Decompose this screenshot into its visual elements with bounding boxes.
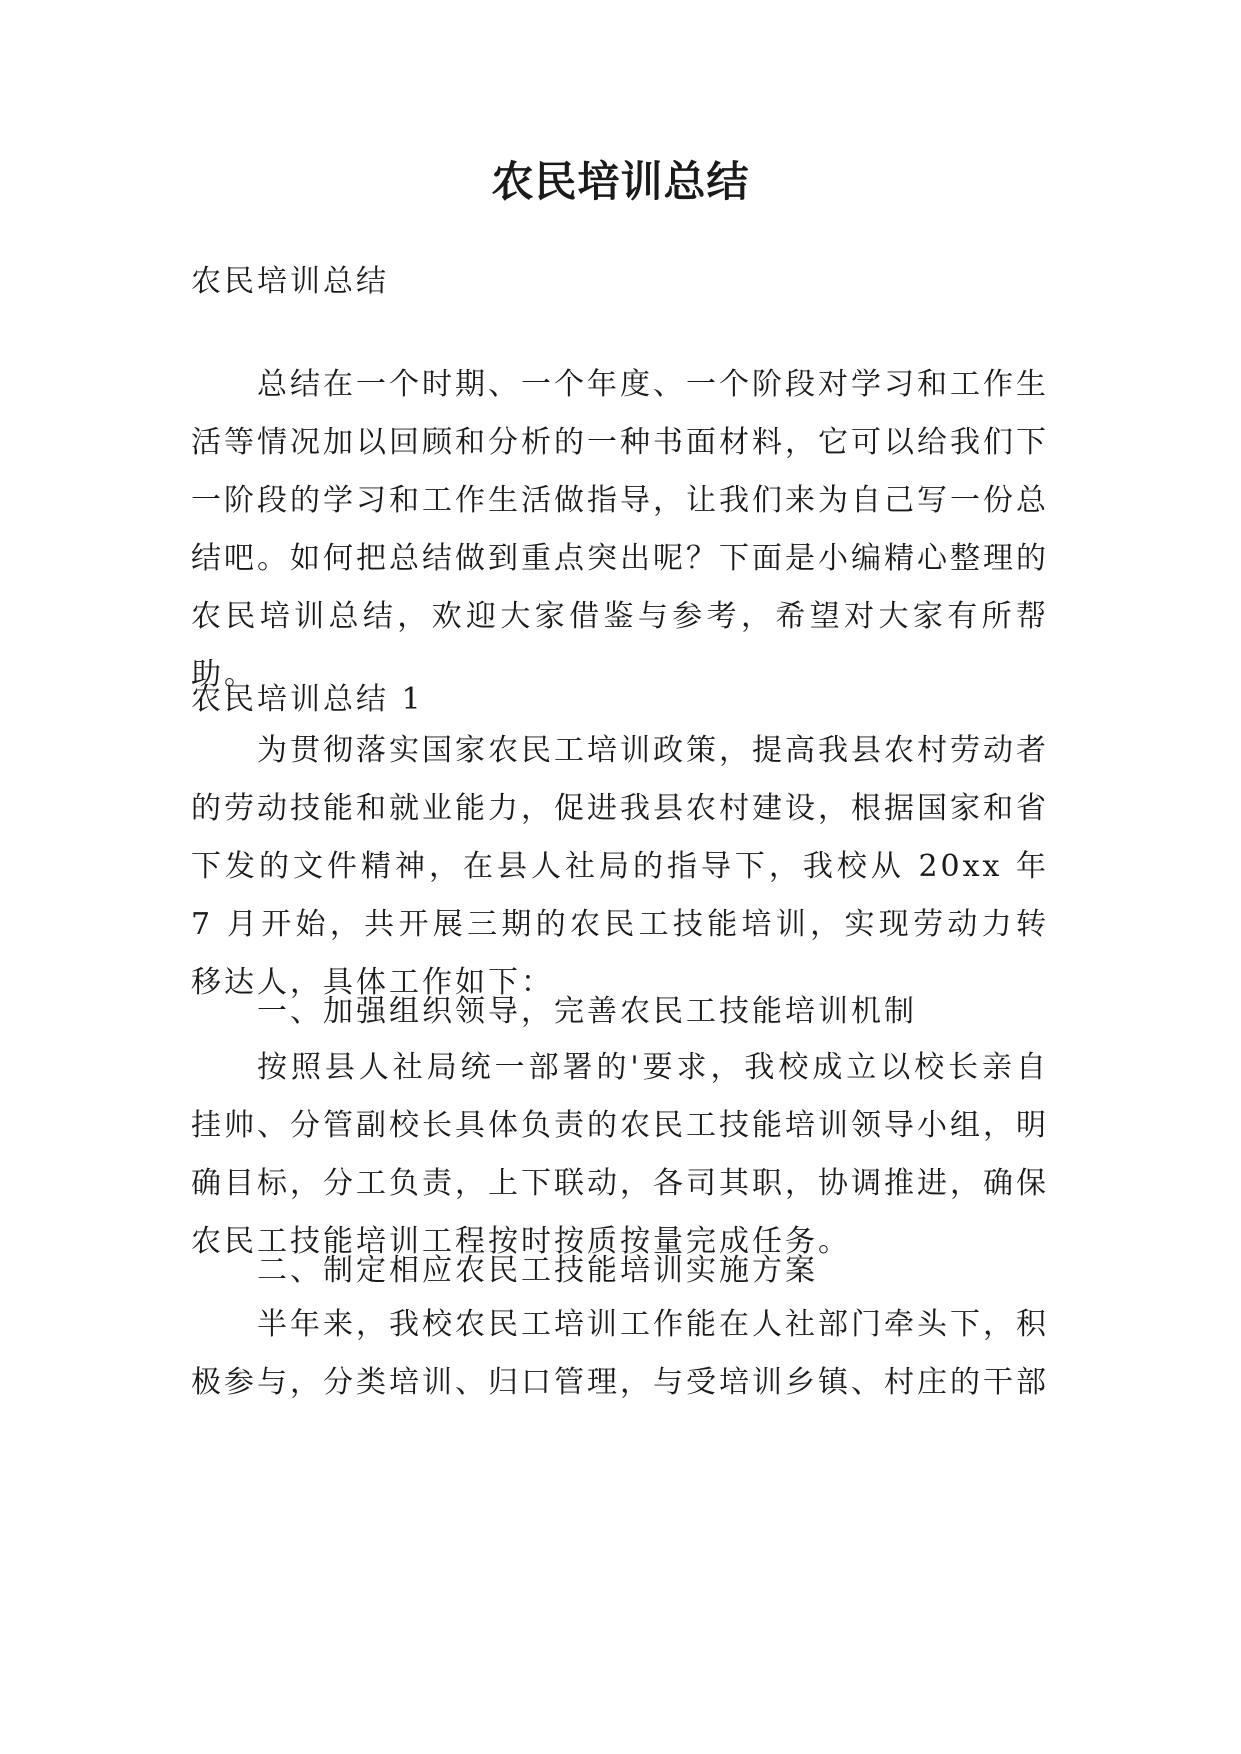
subsection-paragraph-2: 半年来，我校农民工培训工作能在人社部门牵头下，积极参与，分类培训、归口管理，与受培训乡镇、村庄的干部 [191, 1307, 1049, 1400]
section-paragraph: 为贯彻落实国家农民工培训政策，提高我县农村劳动者的劳动技能和就业能力，促进我县农村建设，根据国家和省下发的文件精神，在县人社局的指导下，我校从 20xx 年 7 月开始，共开展三期的农民工技能培训，实现劳动力转移达人，具体工作如下： [191, 733, 1049, 1000]
intro-paragraph: 总结在一个时期、一个年度、一个阶段对学习和工作生活等情况加以回顾和分析的一种书面材料，它可以给我们下一阶段的学习和工作生活做指导，让我们来为自己写一份总结吧。如何把总结做到重点突出呢？下面是小编精心整理的农民培训总结，欢迎大家借鉴与参考，希望对大家有所帮助。 [191, 367, 1049, 692]
subsection-heading-1: 一、加强组织领导，完善农民工技能培训机制 [257, 994, 917, 1029]
document-subtitle: 农民培训总结 [191, 264, 389, 299]
document-title: 农民培训总结 [491, 157, 750, 206]
subsection-heading-2: 二、制定相应农民工技能培训实施方案 [257, 1253, 818, 1288]
section-heading: 农民培训总结 1 [191, 682, 424, 717]
subsection-paragraph-1: 按照县人社局统一部署的'要求，我校成立以校长亲自挂帅、分管副校长具体负责的农民工技能培训领导小组，明确目标，分工负责，上下联动，各司其职，协调推进，确保农民工技能培训工程按时按质按量完成任务。 [191, 1050, 1049, 1259]
